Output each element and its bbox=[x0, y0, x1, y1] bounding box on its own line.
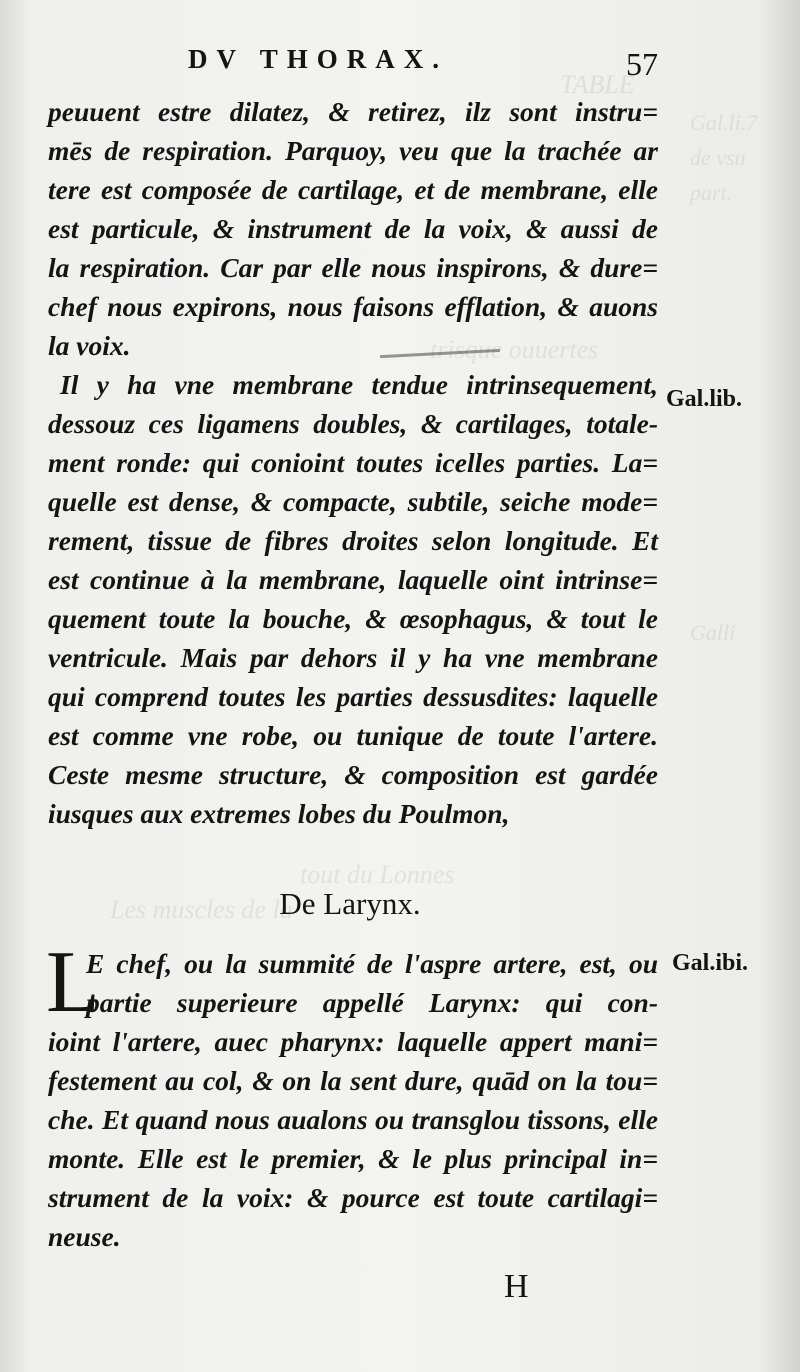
page-number: 57 bbox=[626, 46, 658, 82]
text-line: Ceste mesme structure, & composition est gardée bbox=[48, 759, 658, 790]
text-line: iusques aux extremes lobes du Poulmon, bbox=[48, 798, 510, 829]
text-line: dessouz ces ligamens doubles, & cartilages, totale- bbox=[48, 408, 658, 439]
text-line: la respiration. Car par elle nous inspirons, & dure= bbox=[48, 252, 658, 283]
text-line: est particule, & instrument de la voix, & aussi de bbox=[48, 213, 658, 244]
margin-note-gal-ibi: Gal.ibi. bbox=[672, 950, 749, 976]
text-line: mēs de respiration. Parquoy, veu que la trachée ar bbox=[48, 135, 658, 166]
text-line: festement au col, & on la sent dure, quād on la tou= bbox=[48, 1065, 658, 1096]
text-line: est continue à la membrane, laquelle oint intrinse= bbox=[48, 564, 658, 595]
paragraph-larynx bbox=[46, 934, 658, 1256]
page-header bbox=[0, 40, 800, 90]
text-line: monte. Elle est le premier, & le plus principal in= bbox=[48, 1143, 658, 1174]
section-heading: De Larynx. bbox=[279, 886, 421, 921]
text-line: ioint l'artere, auec pharynx: laquelle appert mani= bbox=[48, 1026, 658, 1057]
running-title: DV THORAX. bbox=[188, 44, 449, 74]
paragraph-respiration bbox=[48, 92, 658, 833]
signature-mark: H bbox=[504, 1268, 529, 1305]
text-line: est comme vne robe, ou tunique de toute l'artere. bbox=[48, 720, 658, 751]
text-line: peuuent estre dilatez, & retirez, ilz sont instru= bbox=[48, 96, 658, 127]
text-line: Il y ha vne membrane tendue intrinsequement, bbox=[60, 369, 658, 400]
text-line: chef nous expirons, nous faisons efflation, & auons bbox=[48, 291, 658, 322]
text-line: la voix. bbox=[48, 330, 131, 361]
text-line: E chef, ou la summité de l'aspre artere, est, ou bbox=[86, 948, 658, 979]
text-line: quement toute la bouche, & œsophagus, & tout le bbox=[48, 603, 658, 634]
drop-cap: L bbox=[46, 934, 100, 1031]
text-line: tere est composée de cartilage, et de membrane, elle bbox=[48, 174, 658, 205]
text-line: quelle est dense, & compacte, subtile, seiche mode= bbox=[48, 486, 658, 517]
text-line: ment ronde: qui conioint toutes icelles parties. La= bbox=[48, 447, 658, 478]
text-line: qui comprend toutes les parties dessusdites: laquelle bbox=[48, 681, 658, 712]
text-line: neuse. bbox=[48, 1221, 121, 1252]
margin-note-gal-lib: Gal.lib. bbox=[666, 386, 743, 412]
text-line: partie superieure appellé Larynx: qui con- bbox=[86, 987, 658, 1018]
text-line: ventricule. Mais par dehors il y ha vne membrane bbox=[48, 642, 658, 673]
text-line: che. Et quand nous aualons ou transglou tissons, elle bbox=[48, 1104, 658, 1135]
book-page: TABLE Gal.li.7 de vsu part. trisque ouuertes tout du Lonnes Galli Les muscles de la DV THORAX. 57 peuuent estre dilatez, & retirez, ilz sont instru= mēs de respiration. Parquoy, veu que la trachée ar tere est composée de cartilage, et de membrane, elle est particule, & instrument de la voix, & aussi de la respiration. Car par elle nous inspirons, & dure= chef nous expirons, nous faisons efflation, & auons la voix. Il y ha vne membrane tendue intrinsequement, dessouz ces ligamens doubles, & cartilages, totale- ment ronde: qui conioint toutes icelles parties. La= quelle est dense, & compacte, subtile, seiche mode= rement, tissue de fibres droites selon longitude. Et est continue à la membrane, laquelle oint intrinse= quement toute la bouche, & œsophagus, & tout le ventricule. Mais par dehors il y ha vne membrane qui comprend toutes les parties dessusdites: laquelle est comme vne robe, ou tunique de toute l'artere. Ceste mesme structure, & composition est gardée iusques aux extremes lobes du Poulmon, Gal.lib. De Larynx. L E chef, ou la summité de l'aspre artere, est, ou partie superieure appellé Larynx: qui con- ioint l'artere, auec pharynx: laquelle appert mani= festement au col, & on la sent dure, quād on la tou= che. Et quand nous aualons ou transglou tissons, elle monte. Elle est le premier, & le plus principal in= strument de la voix: & pource est toute cartilagi= neuse. Gal.ibi. H bbox=[0, 0, 800, 1372]
text-line: rement, tissue de fibres droites selon longitude. Et bbox=[48, 525, 658, 556]
text-line: strument de la voix: & pource est toute cartilagi= bbox=[48, 1182, 658, 1213]
